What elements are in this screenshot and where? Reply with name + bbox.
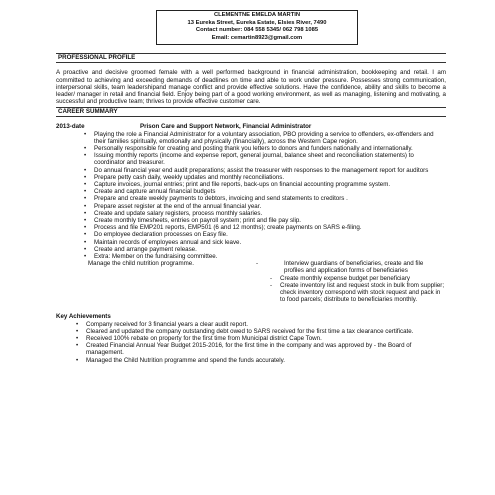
candidate-name: CLEMENTNE EMELDA MARTIN [213,12,301,18]
list-item: • Create and capture annual financial budgets [56,188,446,195]
list-item: • Create monthly timesheets, entries on payroll system; print and file pay slip. [56,217,446,224]
nutrition-programme-duty: Interview guardians of beneficiaries, create and file profiles and application forms of beneficiaries [284,260,424,275]
candidate-address: 13 Eureka Street, Eureka Estate, Elsies River, 7490 [187,19,327,26]
nutrition-sub-list [266,275,446,304]
list-item: • Company received for 3 financial years a clear audit report. [56,321,446,328]
contact-header [156,10,358,45]
profile-heading: PROFESSIONAL PROFILE [56,53,446,63]
list-item: • Capture invoices, journal entries; print and file reports, back-ups on financial accounting programme system. [56,181,446,188]
list-item: • Extra: Member on the fundraising committee. [56,253,446,260]
achievements-list [56,321,446,364]
list-item: • Issuing monthly reports (income and expense report, general journal, balance sheet and reconciliation statements) to coordinator and treasurer. [56,152,446,166]
career-heading: CAREER SUMMARY [56,107,446,117]
list-item: • Prepare asset register at the end of the annual financial year. [56,203,446,210]
job-position: Prison Care and Support Network, Financial Administrator [140,123,312,131]
list-item: • Prepare and create weekly payments to debtors, invoicing and send statements to creditors . [56,195,446,202]
nutrition-programme-dash: - [256,260,259,268]
job-title-line [56,123,446,130]
career-bullet-list [56,131,446,261]
list-item: • Received 100% rebate on property for the first time from Municipal district Cape Town. [56,335,446,342]
list-item: • Maintain records of employees annual and sick leave. [56,239,446,246]
list-item: • Process and file EMP201 reports, EMP501 (6 and 12 months); create payments on SARS e-filing. [56,224,446,231]
list-item: • Prepare petty cash daily, weekly updates and monthly reconciliations. [56,174,446,181]
list-item: • Create and arrange payment release. [56,246,446,253]
list-item: • Managed the Child Nutrition programme and spend the funds accurately. [56,357,446,364]
list-item: • Do employee declaration processes on Easy file. [56,231,446,238]
nutrition-programme-label: Manage the child nutrition programme. [88,260,194,268]
achievements-heading: Key Achievements [56,313,111,321]
list-item: • Create and update salary registers, process monthly salaries. [56,210,446,217]
candidate-contact: Contact number: 084 558 5345/ 062 798 1085 [195,27,319,34]
nutrition-programme-row [56,260,446,274]
list-item: - Create inventory list and request stock in bulk from supplier; check inventory correspond with stock request and pack in to food parcels; distribute to beneficiaries monthly. [266,282,446,304]
job-date: 2013-date [56,123,85,131]
candidate-email: Email: cemartin8923@gmail.com [211,34,303,41]
list-item: • Cleared and updated the company outstanding debt owed to SARS received for the first time a tax clearance certificate. [56,328,446,335]
resume-page [56,10,446,364]
list-item: • Do annual financial year end audit preparations; assist the treasurer with responses to the management report for auditors [56,167,446,174]
list-item: - Create monthly expense budget per beneficiary [266,275,446,282]
list-item: • Playing the role a Financial Administrator for a voluntary association, PBO providing a service to offenders, ex-offenders and their families spiritually, emotionally and physically (financially), across the Western Cape region. [56,131,446,145]
list-item: • Personally responsible for creating and posting thank you letters to donors and funders nationally and internationally. [56,145,446,152]
profile-text: A proactive and decisive groomed female with a well performed background in financial administration, bookkeeping and retail. I am committed to achieving and exceeding demands of deadlines on time and able to work under pressure. Possesses strong communication, interpersonal skills, team leadershipand manage conflict and provide effective solutions. Have the confidence, ability and skills to become a leader/ manager in retail and financial field. Enjoy being part of a good working environment, as well as managing, listening and motivating, a successful and productive team; thrives to provide effective customer care. [56,69,446,106]
list-item: • Created Financial Annual Year Budget 2015-2016, for the first time in the company and was approved by - the Board of management. [56,342,446,356]
